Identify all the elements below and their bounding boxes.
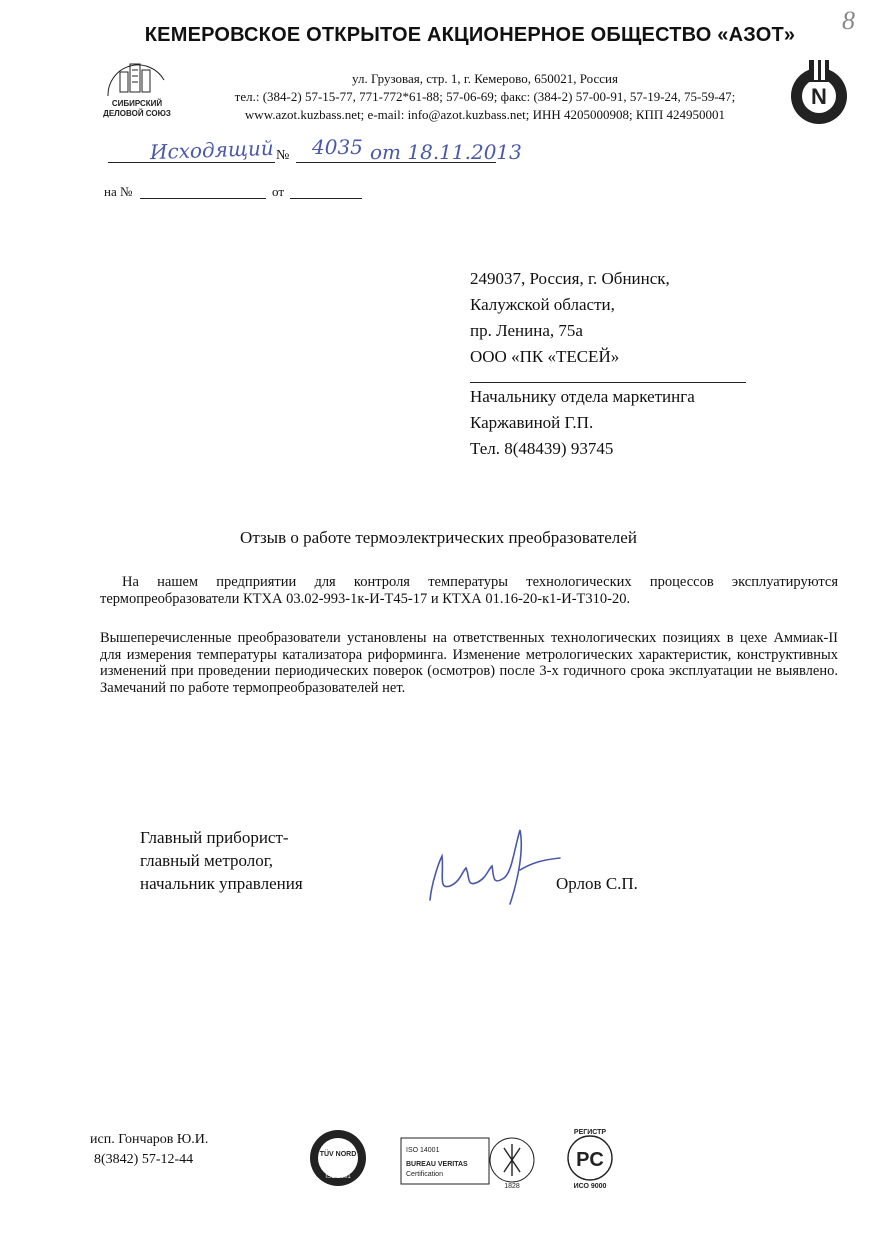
- svg-text:N: N: [811, 84, 827, 109]
- recipient-position: [470, 384, 695, 462]
- handwritten-outgoing: Исходящий: [149, 135, 275, 165]
- phone-line: тел.: (384-2) 57-15-77, 771-772*61-88; 57-06-69; факс: (384-2) 57-00-91, 57-19-24, 75-59-47;: [234, 89, 736, 104]
- signatory-position-line: главный метролог,: [140, 851, 274, 870]
- svg-text:ДЕЛОВОЙ СОЮЗ: ДЕЛОВОЙ СОЮЗ: [103, 109, 171, 118]
- handwritten-signature: [420, 820, 570, 920]
- letter-title: Отзыв о работе термоэлектрических преобразователей: [240, 528, 637, 547]
- executor-phone: 8(3842) 57-12-44: [94, 1152, 194, 1167]
- recipient-address: [470, 266, 670, 370]
- reply-number-line: [140, 198, 266, 199]
- executor-block: [90, 1130, 208, 1170]
- recipient-divider: [470, 382, 746, 383]
- letter-paragraph-2: Вышеперечисленные преобразователи установлены на ответственных технологических позициях в цехе Аммиак-II для измерения температуры катализатора риформинга. Изменение метрологических характеристик, конструктивных изменений при проведении периодических поверок (осмотров) после 3-х годичного срока эксплуатации не выявлено. Замечаний по работе термопреобразователей нет.: [100, 630, 838, 696]
- reply-number-label: на №: [104, 184, 133, 199]
- company-name: КЕМЕРОВСКОЕ ОТКРЫТОЕ АКЦИОНЕРНОЕ ОБЩЕСТВО «АЗОТ»: [144, 24, 796, 46]
- recipient-position-line: Начальнику отдела маркетинга: [470, 387, 695, 406]
- reply-date-label: от: [272, 184, 285, 199]
- signatory-position-line: начальник управления: [140, 874, 303, 893]
- bureau-veritas-cert-icon: [400, 1130, 545, 1192]
- svg-text:ISO 9001: ISO 9001: [325, 1174, 351, 1180]
- svg-text:1828: 1828: [504, 1183, 520, 1190]
- letter-paragraph-1: На нашем предприятии для контроля температуры технологических процессов эксплуатируются термопреобразователи КТХА 03.02-993-1к-И-Т45-17 и КТХА 01.16-20-к1-И-Т310-20.: [100, 574, 838, 607]
- recipient-position-line: Каржавиной Г.П.: [470, 413, 594, 432]
- svg-text:СИБИРСКИЙ: СИБИРСКИЙ: [111, 99, 163, 108]
- recipient-line: ООО «ПК «ТЕСЕЙ»: [470, 347, 620, 366]
- rs-register-cert-icon: [560, 1124, 620, 1190]
- svg-text:ИСО 9000: ИСО 9000: [573, 1183, 607, 1190]
- tuv-nord-cert-icon: [308, 1128, 368, 1188]
- svg-text:ISO 14001: ISO 14001: [406, 1147, 440, 1154]
- svg-text:BUREAU VERITAS: BUREAU VERITAS: [406, 1161, 468, 1168]
- web-line: www.azot.kuzbass.net; e-mail: info@azot.kuzbass.net; ИНН 4205000908; КПП 424950001: [244, 107, 726, 122]
- signatory-position-line: Главный приборист-: [140, 828, 289, 847]
- recipient-line: пр. Ленина, 75а: [470, 321, 583, 340]
- svg-text:Certification: Certification: [406, 1171, 443, 1178]
- siberian-business-union-logo: [98, 50, 176, 122]
- signatory-name: Орлов С.П.: [556, 874, 638, 893]
- page-corner-mark: 8: [842, 6, 855, 35]
- reply-date-line: [290, 198, 362, 199]
- recipient-line: 249037, Россия, г. Обнинск,: [470, 269, 670, 288]
- svg-text:TÜV NORD: TÜV NORD: [319, 1151, 357, 1158]
- svg-text:РЕГИСТР: РЕГИСТР: [573, 1129, 607, 1136]
- azot-logo: [783, 56, 855, 128]
- address-line: ул. Грузовая, стр. 1, г. Кемерово, 650021, Россия: [352, 71, 618, 86]
- recipient-position-line: Тел. 8(48439) 93745: [470, 439, 614, 458]
- signatory-position: [140, 826, 303, 895]
- handwritten-number: 4035: [312, 135, 363, 159]
- svg-text:PC: PC: [576, 1149, 604, 1171]
- handwritten-date: от 18.11.2013: [370, 140, 522, 164]
- executor-name: исп. Гончаров Ю.И.: [90, 1132, 209, 1147]
- recipient-line: Калужской области,: [470, 295, 615, 314]
- number-label: №: [276, 148, 290, 163]
